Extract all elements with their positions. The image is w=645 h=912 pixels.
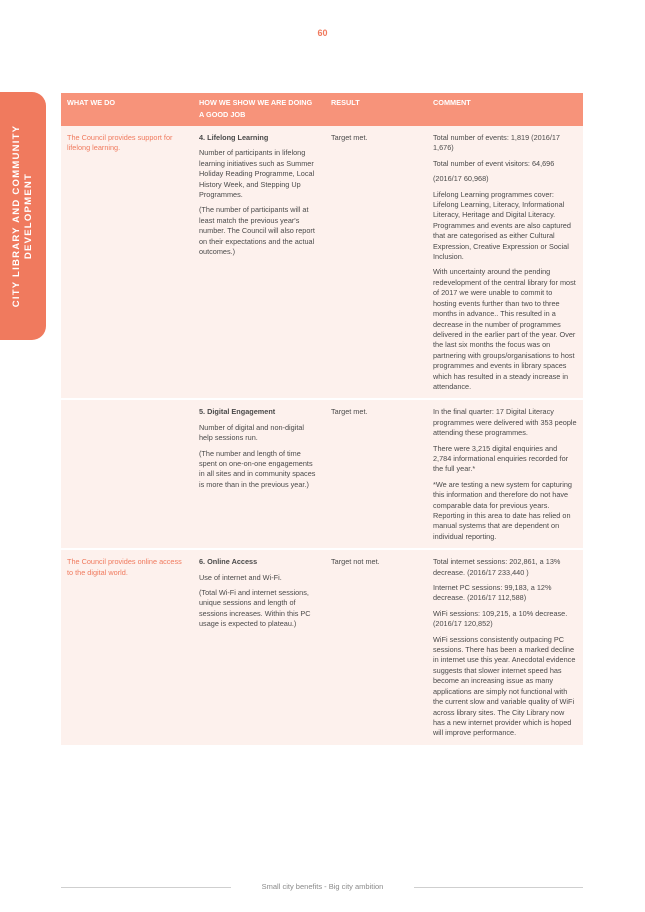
comment-text: WiFi sessions consistently outpacing PC sessions. There has been a marked decline in internet use this year. Anecdotal evidence suggests that slower internet speed has become an increasing issue as many applications are simply not functional with the current slow and variable quality of WiFi across library sites. The City Library now has a new internet provider which is hoped will improve performance. [433, 634, 576, 738]
comment-text: Total internet sessions: 202,861, a 13% decrease. (2016/17 233,440 ) [433, 557, 561, 577]
comment-text: In the final quarter: 17 Digital Literacy programmes were delivered with 353 people attending these programmes. [433, 407, 577, 438]
measure-text: (The number and length of time spent on one-on-one engagements in all sites and in community spaces is more than in the previous year.) [199, 448, 316, 489]
comment-text: Total number of events: 1,819 (2016/17 1,676) [433, 133, 560, 153]
comment-cell [427, 399, 583, 549]
result-cell: Target not met. [325, 549, 427, 746]
comment-cell [427, 126, 583, 399]
header-result: RESULT [325, 93, 427, 126]
measure-text: (Total Wi-Fi and internet sessions, unique sessions and length of sessions increases. Within this PC usage is expected to plateau.) [199, 588, 311, 629]
comment-text: *We are testing a new system for capturing this information and therefore do not have comparable data for previous years. Reporting in this area to date has relied on manual systems that are dependent on individual reporting. [433, 479, 572, 541]
header-what-we-do: WHAT WE DO [61, 93, 193, 126]
header-comment: COMMENT [427, 93, 583, 126]
measure-cell [193, 549, 325, 746]
comment-text: (2016/17 60,968) [433, 174, 489, 184]
comment-cell [427, 549, 583, 746]
measure-text: (The number of participants will at least match the previous year's number. The Council will also report on their expectations and the actual outcomes.) [199, 205, 315, 257]
what-we-do-cell: The Council provides support for lifelong learning. [61, 126, 193, 399]
section-title: CITY LIBRARY AND COMMUNITY DEVELOPMENT [11, 124, 34, 308]
table-row [61, 126, 583, 399]
comment-text: WiFi sessions: 109,215, a 10% decrease. (2016/17 120,852) [433, 608, 568, 629]
page-number: 60 [317, 28, 328, 38]
table-row [61, 399, 583, 549]
measure-cell [193, 399, 325, 549]
what-we-do-cell: The Council provides online access to the digital world. [61, 549, 193, 746]
what-we-do-cell [61, 399, 193, 549]
measure-title: 4. Lifelong Learning [199, 133, 269, 142]
measure-cell [193, 126, 325, 399]
comment-text: Lifelong Learning programmes cover: Lifelong Learning, Literacy, Informational Literacy, Heritage and Digital Literacy. Programmes and events are also captured that are categorised as either Cultural Expression, Creative Expression or Social Inclusion. [433, 189, 571, 262]
table-row [61, 549, 583, 746]
performance-table [61, 93, 583, 747]
result-cell: Target met. [325, 126, 427, 399]
measure-title: 5. Digital Engagement [199, 407, 276, 417]
section-side-tab [0, 92, 46, 340]
result-cell: Target met. [325, 399, 427, 549]
header-how-we-show: HOW WE SHOW WE ARE DOING A GOOD JOB [193, 93, 325, 126]
comment-text: With uncertainty around the pending redevelopment of the central library for most of 2017 we were unable to commit to hosting events further than two to three months in advance.. This resulted in a decrease in the number of programmes delivered in the earlier part of the year. Over the last six months the focus was on partnering with groups/organisations to host programmes and events in library spaces which has resulted in a steady increase in attendance. [433, 267, 576, 391]
measure-text: Use of internet and Wi-Fi. [199, 572, 282, 582]
comment-text: Internet PC sessions: 99,183, a 12% decrease. (2016/17 112,588) [433, 583, 552, 603]
footer-divider-right [414, 887, 583, 888]
comment-text: There were 3,215 digital enquiries and 2,784 informational enquiries recorded for the full year.* [433, 443, 569, 474]
measure-text: Number of digital and non-digital help sessions run. [199, 422, 305, 443]
measure-text: Number of participants in lifelong learning initiatives such as Summer Holiday Reading Programme, Local History Week, and Stepping Up Programmes. [199, 148, 315, 200]
footer-tagline: Small city benefits - Big city ambition [261, 882, 384, 891]
table-header-row [61, 93, 583, 126]
measure-title: 6. Online Access [199, 557, 258, 567]
comment-text: Total number of event visitors: 64,696 [433, 158, 555, 168]
